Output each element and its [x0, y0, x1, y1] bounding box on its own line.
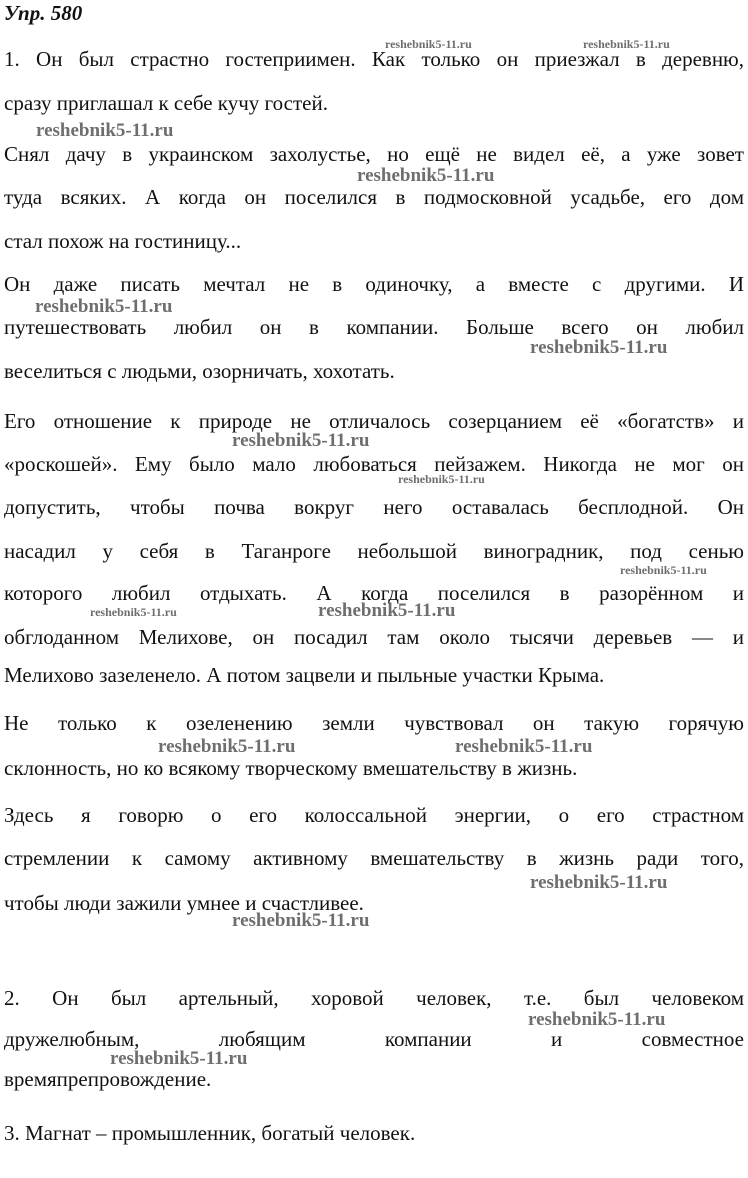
text-line: веселиться с людьми, озорничать, хохотать.: [4, 359, 395, 383]
watermark: reshebnik5-11.ru: [357, 165, 495, 186]
text-line: Не только к озеленению земли чувствовал он такую горячую: [4, 711, 744, 735]
watermark: reshebnik5-11.ru: [583, 37, 670, 51]
watermark: reshebnik5-11.ru: [158, 736, 296, 757]
text-line: дружелюбным, любящим компании и совместное: [4, 1027, 744, 1051]
watermark: reshebnik5-11.ru: [232, 430, 370, 451]
text-line: 2. Он был артельный, хоровой человек, т.е. был человеком: [4, 986, 744, 1010]
watermark: reshebnik5-11.ru: [36, 120, 174, 141]
watermark: reshebnik5-11.ru: [530, 872, 668, 893]
text-line: стал похож на гостиницу...: [4, 229, 242, 253]
text-line: Мелихово зазеленело. А потом зацвели и пыльные участки Крыма.: [4, 663, 605, 687]
text-line: путешествовать любил он в компании. Больше всего он любил: [4, 315, 744, 339]
text-line: Снял дачу в украинском захолустье, но ещё не видел её, а уже зовет: [4, 142, 744, 166]
text-line: насадил у себя в Таганроге небольшой виноградник, под сенью: [4, 539, 744, 563]
exercise-title: Упр. 580: [4, 1, 83, 25]
watermark: reshebnik5-11.ru: [385, 37, 472, 51]
text-line: туда всяких. А когда он поселился в подмосковной усадьбе, его дом: [4, 185, 744, 209]
text-line: времяпрепровождение.: [4, 1067, 212, 1091]
watermark: reshebnik5-11.ru: [90, 605, 177, 619]
watermark: reshebnik5-11.ru: [232, 910, 370, 931]
text-line: которого любил отдыхать. А когда поселился в разорённом и: [4, 581, 744, 605]
text-line: стремлении к самому активному вмешательству в жизнь ради того,: [4, 846, 744, 870]
text-line: Он даже писать мечтал не в одиночку, а вместе с другими. И: [4, 272, 744, 296]
watermark: reshebnik5-11.ru: [318, 600, 456, 621]
text-line: Здесь я говорю о его колоссальной энергии, о его страстном: [4, 803, 744, 827]
watermark: reshebnik5-11.ru: [528, 1009, 666, 1030]
watermark: reshebnik5-11.ru: [620, 563, 707, 577]
text-line: обглоданном Мелихове, он посадил там около тысячи деревьев — и: [4, 625, 744, 649]
watermark: reshebnik5-11.ru: [398, 472, 485, 486]
text-line: склонность, но ко всякому творческому вмешательству в жизнь.: [4, 756, 578, 780]
text-line: допустить, чтобы почва вокруг него оставалась бесплодной. Он: [4, 495, 744, 519]
text-line: 1. Он был страстно гостеприимен. Как только он приезжал в деревню,: [4, 47, 744, 71]
watermark: reshebnik5-11.ru: [530, 337, 668, 358]
watermark: reshebnik5-11.ru: [110, 1048, 248, 1069]
text-line: 3. Магнат – промышленник, богатый человек.: [4, 1121, 416, 1145]
watermark: reshebnik5-11.ru: [35, 296, 173, 317]
text-line: «роскошей». Ему было мало любоваться пейзажем. Никогда не мог он: [4, 452, 744, 476]
text-line: сразу приглашал к себе кучу гостей.: [4, 91, 328, 115]
text-line: Его отношение к природе не отличалось созерцанием её «богатств» и: [4, 409, 744, 433]
text-line: чтобы люди зажили умнее и счастливее.: [4, 891, 364, 915]
watermark: reshebnik5-11.ru: [455, 736, 593, 757]
